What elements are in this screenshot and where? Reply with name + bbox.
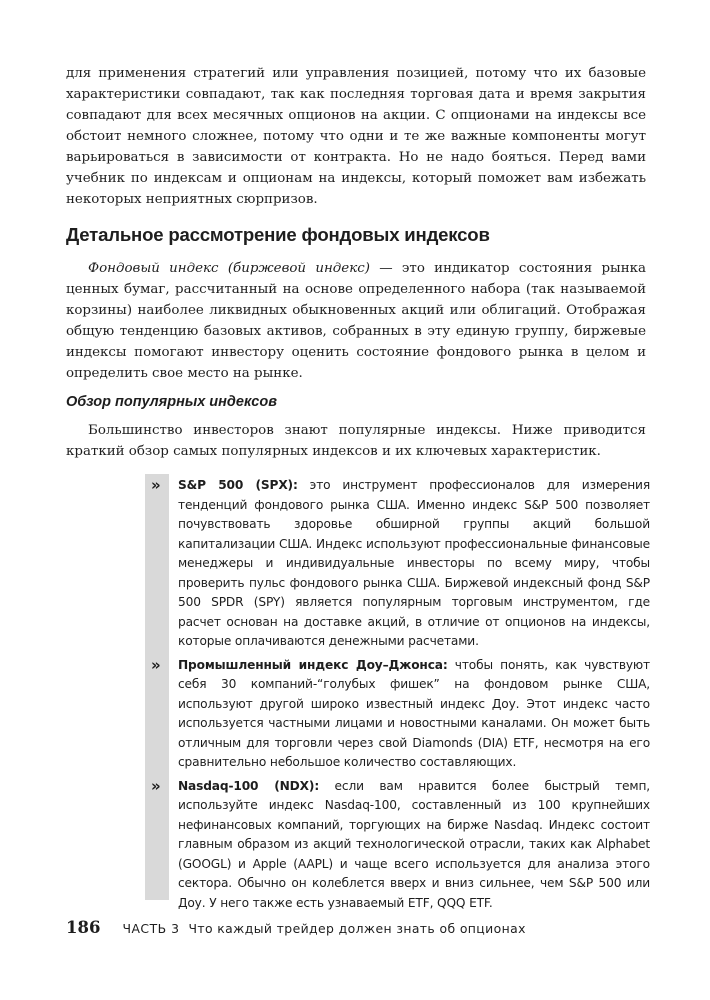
bullet-item-ndx — [150, 777, 650, 914]
intro-paragraph: для применения стратегий или управления позицией, потому что их базовые характеристики совпадают, так как последняя торговая дата и время закрытия совпадают для всех месячных опционов на акции. С опционами на индексы все обстоит немного сложнее, потому что одни и те же важные компоненты могут варьироваться в зависимости от контракта. Но не надо бояться. Перед вами учебник по индексам и опционам на индексы, который поможет вам избежать некоторых неприятных сюрпризов. — [66, 66, 646, 207]
page-number: 186 — [66, 918, 101, 937]
bullet-term: Промышленный индекс Доу–Джонса: — [178, 657, 448, 672]
part-label: ЧАСТЬ 3 — [122, 921, 180, 936]
bullet-text: это инструмент профессионалов для измерения тенденций фондового рынка США. Именно индекс S&P 500 позволяет почувствовать здоровье обширной группы акций большой капитализации США. Индекс используют профессиональные финансовые менеджеры и индивидуальные инвесторы по всему миру, чтобы проверить пульс фондового рынка США. Биржевой индексный фонд S&P 500 SPDR (SPY) является популярным торговым инструментом, где расчет основан на доставке акций, в отличие от опционов на индексы, которые оплачиваются денежными расчетами. — [178, 478, 651, 648]
definition-paragraph — [66, 258, 646, 384]
bullet-item-dow — [150, 656, 650, 773]
bullet-term: Nasdaq-100 (NDX): — [178, 778, 320, 793]
bullet-term: S&P 500 (SPX): — [178, 478, 298, 492]
overview-paragraph: Большинство инвесторов знают популярные индексы. Ниже приводится краткий обзор самых популярных индексов и их ключевых характеристик. — [66, 423, 646, 459]
bullet-item-spx — [150, 476, 650, 652]
subheading: Обзор популярных индексов — [66, 394, 277, 410]
definition-text: — это индикатор состояния рынка ценных бумаг, рассчитанный на основе определенного набора (так называемой корзины) наиболее ликвидных обыкновенных акций или облигаций. Отображая общую тенденцию базовых активов, собранных в эту единую группу, биржевые индексы помогают инвестору оценить состояние фондового рынка в целом и определить свое место на рынке. — [66, 261, 646, 381]
bullet-marker-icon: » — [151, 776, 161, 795]
bullet-marker-icon: » — [151, 476, 161, 494]
page-footer — [66, 918, 646, 937]
index-bullet-list — [150, 476, 650, 913]
bullet-marker-icon: » — [151, 655, 161, 674]
definition-term: Фондовый индекс (биржевой индекс) — [88, 261, 370, 276]
bullet-text: если вам нравится более быстрый темп, используйте индекс Nasdaq-100, составленный из 100 крупнейших нефинансовых компаний, торгующих на бирже Nasdaq. Индекс состоит главным образом из акций технологической отрасли, таких как Alphabet (GOOGL) и Apple (AAPL) и чаще всего используется для анализа этого сектора. Обычно он колеблется вверх и вниз сильнее, чем S&P 500 или Доу. У него также есть узнаваемый ETF, QQQ ETF. — [178, 778, 650, 910]
section-heading: Детальное рассмотрение фондовых индексов — [66, 224, 490, 245]
bullet-text: чтобы понять, как чувствуют себя 30 компаний-“голубых фишек” на фондовом рынке США, используют другой широко известный индекс Доу. Этот индекс часто используется частными лицами и новостными каналами. Он может быть отличным для торговли через свой Diamonds (DIA) ETF, несмотря на его сравнительно небольшое количество составляющих. — [178, 657, 650, 769]
chapter-title: Что каждый трейдер должен знать об опционах — [188, 921, 526, 936]
